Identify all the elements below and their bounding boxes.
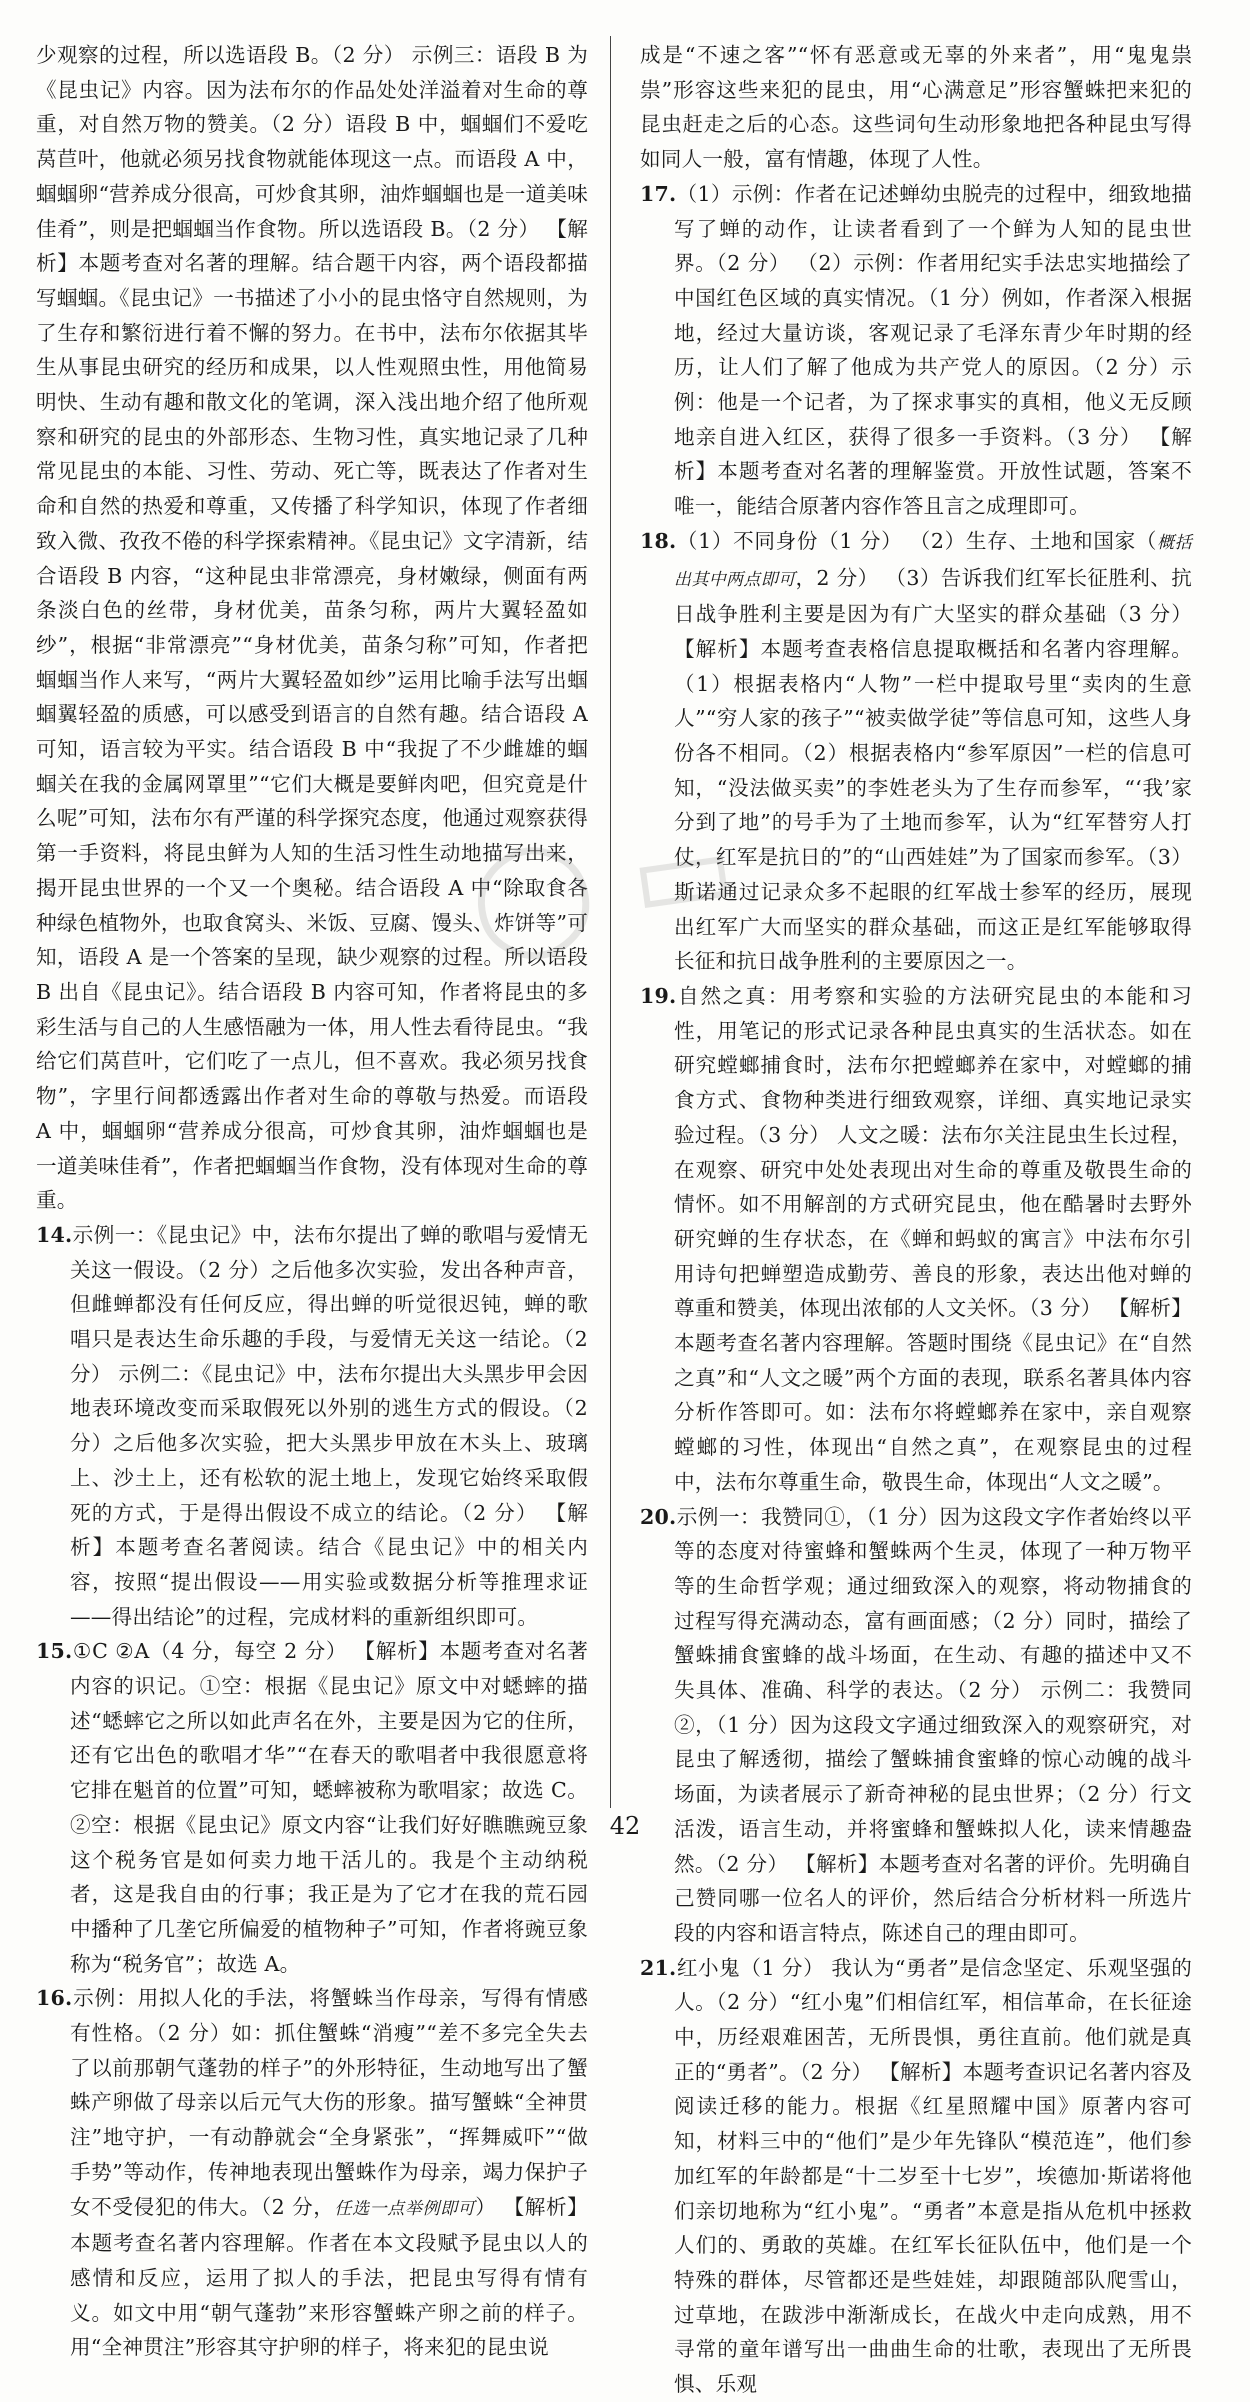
answer-text: 示例：用拟人化的手法，将蟹蛛当作母亲，写得有情感有性格。（2 分）如：抓住蟹蛛“消瘦”“差不多完全失去了以前那朝气蓬勃的样子”的外形特征，生动地写出了蟹蛛产卵做了母亲以后元气大伤的形象。描写蟹蛛“全神贯注”地守护，一有动静就会“全身紧张”，“挥舞威吓”“做手势”等动作，传神地表现出蟹蛛作为母亲，竭力保护子女不受侵犯的伟大。（2 分， [70,1986,588,2219]
column-divider [610,36,611,1808]
page-number: 42 [609,1812,641,1840]
continued-answer-13: 少观察的过程，所以选语段 B。（2 分） 示例三：语段 B 为《昆虫记》内容。因为法布尔的作品处处洋溢着对生命的尊重，对自然万物的赞美。（2 分）语段 B 中，蝈蝈们不爱吃莴苣叶，他就必须另找食物就能体现这一点。而语段 A 中，蝈蝈卵“营养成分很高，可炒食其卵，油炸蝈蝈也是一道美味佳肴”，则是把蝈蝈当作食物。所以选语段 B。（2 分） 【解析】本题考查对名著的理解。结合题干内容，两个语段都描写蝈蝈。《昆虫记》一书描述了小小的昆虫恪守自然规则，为了生存和繁衍进行着不懈的努力。在书中，法布尔依据其毕生从事昆虫研究的经历和成果，以人性观照虫性，用他简易明快、生动有趣和散文化的笔调，深入浅出地介绍了他所观察和研究的昆虫的外部形态、生物习性，真实地记录了几种常见昆虫的本能、习性、劳动、死亡等，既表达了作者对生命和自然的热爱和尊重，又传播了科学知识，体现了作者细致入微、孜孜不倦的科学探索精神。《昆虫记》文字清新，结合语段 B 内容，“这种昆虫非常漂亮，身材嫩绿，侧面有两条淡白色的丝带，身材优美，苗条匀称，两片大翼轻盈如纱”，根据“非常漂亮”“身材优美，苗条匀称”可知，作者把蝈蝈当作人来写，“两片大翼轻盈如纱”运用比喻手法写出蝈蝈翼轻盈的质感，可以感受到语言的自然有趣。结合语段 A 可知，语言较为平实。结合语段 B 中“我捉了不少雌雄的蝈蝈关在我的金属网罩里”“它们大概是要鲜肉吧，但究竟是什么呢”可知，法布尔有严谨的科学探究态度，他通过观察获得第一手资料，将昆虫鲜为人知的生活习性生动地描写出来，揭开昆虫世界的一个又一个奥秘。结合语段 A 中“除取食各种绿色植物外，也取食窝头、米饭、豆腐、馒头、炸饼等”可知，语段 A 是一个答案的呈现，缺少观察的过程。所以语段 B 出自《昆虫记》。结合语段 B 内容可知，作者将昆虫的多彩生活与自己的人生感悟融为一体，用人性去看待昆虫。“我给它们莴苣叶，它们吃了一点儿，但不喜欢。我必须另找食物”，字里行间都透露出作者对生命的尊敬与热爱。而语段 A 中，蝈蝈卵“营养成分很高，可炒食其卵，油炸蝈蝈也是一道美味佳肴”，作者把蝈蝈当作食物，没有体现对生命的尊重。 [36,43,588,1213]
question-number: 15. [36,1639,73,1664]
answer-16 [36,1981,588,2365]
question-number: 17. [640,181,677,206]
question-number: 21. [640,1955,677,1980]
right-column [640,38,1192,2402]
answer-text: （1）示例：作者在记述蝉幼虫脱壳的过程中，细致地描写了蝉的动作，让读者看到了一个鲜为人知的昆虫世界。（2 分） （2）示例：作者用纪实手法忠实地描绘了中国红色区域的真实情况。（1 分）例如，作者深入根据地，经过大量访谈，客观记录了毛泽东青少年时期的经历，让人们了解了他成为共产党人的原因。（2 分）示例：他是一个记者，为了探求事实的真相，他义无反顾地亲自进入红区，获得了很多一手资料。（3 分） 【解析】本题考查对名著的理解鉴赏。开放性试题，答案不唯一，能结合原著内容作答且言之成理即可。 [674,181,1192,519]
answer-19 [640,979,1192,1500]
answer-text: 红小鬼（1 分） 我认为“勇者”是信念坚定、乐观坚强的人。（2 分）“红小鬼”们相信红军，相信革命，在长征途中，历经艰难困苦，无所畏惧，勇往直前。他们就是真正的“勇者”。（2 分） 【解析】本题考查识记名著内容及阅读迁移的能力。根据《红星照耀中国》原著内容可知，材料三中的“他们”是少年先锋队“模范连”，他们参加红军的年龄都是“十二岁至十七岁”，埃德加·斯诺将他们亲切地称为“红小鬼”。“勇者”本意是指从危机中拯救人们的、勇敢的英雄。在红军长征队伍中，他们是一个特殊的群体，尽管都还是些娃娃，却跟随部队爬雪山，过草地，在跋涉中渐渐成长，在战火中走向成熟，用不寻常的童年谱写出一曲曲生命的壮歌，表现出了无所畏惧、乐观 [674,1955,1192,2397]
answer-14 [36,1218,588,1634]
question-number: 18. [640,528,677,553]
answer-17 [640,177,1192,524]
answer-text: 示例一：《昆虫记》中，法布尔提出了蝉的歌唱与爱情无关这一假设。（2 分）之后他多次实验，发出各种声音，但雌蝉都没有任何反应，得出蝉的听觉很迟钝，蝉的歌唱只是表达生命乐趣的手段，与爱情无关这一结论。（2 分） 示例二：《昆虫记》中，法布尔提出大头黑步甲会因地表环境改变而采取假死以外别的逃生方式的假设。（2 分）之后他多次实验，把大头黑步甲放在木头上、玻璃上、沙土上，还有松软的泥土地上，发现它始终采取假死的方式，于是得出假设不成立的结论。（2 分） 【解析】本题考查名著阅读。结合《昆虫记》中的相关内容，按照“提出假设——用实验或数据分析等推理求证——得出结论”的过程，完成材料的重新组织即可。 [70,1222,588,1629]
question-number: 16. [36,1986,73,2011]
answer-text: 自然之真：用考察和实验的方法研究昆虫的本能和习性，用笔记的形式记录各种昆虫真实的生活状态。如在研究螳螂捕食时，法布尔把螳螂养在家中，对螳螂的捕食方式、食物种类进行细致观察，详细、真实地记录实验过程。（3 分） 人文之暖：法布尔关注昆虫生长过程，在观察、研究中处处表现出对生命的尊重及敬畏生命的情怀。如不用解剖的方式研究昆虫，他在酷暑时去野外研究蝉的生存状态，在《蝉和蚂蚁的寓言》中法布尔引用诗句把蝉塑造成勤劳、善良的形象，表达出他对蝉的尊重和赞美，体现出浓郁的人文关怀。（3 分） 【解析】本题考查名著内容理解。答题时围绕《昆虫记》在“自然之真”和“人文之暖”两个方面的表现，联系名著具体内容分析作答即可。如：法布尔将螳螂养在家中，亲自观察螳螂的习性，体现出“自然之真”，在观察昆虫的过程中，法布尔尊重生命，敬畏生命，体现出“人文之暖”。 [674,983,1192,1494]
answer-text: ①C ②A（4 分，每空 2 分） 【解析】本题考查对名著内容的识记。①空：根据《昆虫记》原文中对蟋蟀的描述“蟋蟀它之所以如此声名在外，主要是因为它的住所，还有它出色的歌唱才华”“在春天的歌唱者中我很愿意将它排在魁首的位置”可知，蟋蟀被称为歌唱家；故选 C。②空：根据《昆虫记》原文内容“让我们好好瞧瞧豌豆象这个税务官是如何卖力地干活儿的。我是个主动纳税者，这是我自由的行事；我正是为了它才在我的荒石园中播种了几垄它所偏爱的植物种子”可知，作者将豌豆象称为“税务官”；故选 A。 [70,1639,588,1976]
scoring-note: 任选一点举例即可 [334,2198,476,2219]
left-column [36,38,588,2365]
answer-18 [640,524,1192,979]
question-number: 19. [640,983,677,1008]
question-number: 20. [640,1504,677,1529]
question-number: 14. [36,1222,73,1247]
answer-20 [640,1500,1192,1951]
watermark-graphic: ◯ ▭ [462,802,743,966]
scoring-note: 概括出其中两点即可 [674,532,1192,590]
answer-text: （1）不同身份（1 分） （2）生存、土地和国家（ [676,528,1158,553]
answer-21 [640,1951,1192,2402]
answer-15 [36,1634,588,1981]
answer-text: ，2 分） （3）告诉我们红军长征胜利、抗日战争胜利主要是因为有广大坚实的群众基础（3 分） 【解析】本题考查表格信息提取概括和名著内容理解。（1）根据表格内“人物”一栏中提取号里“卖肉的生意人”“穷人家的孩子”“被卖做学徒”等信息可知，这些人身份各不相同。（2）根据表格内“参军原因”一栏的信息可知，“没法做买卖”的李姓老头为了生存而参军，“‘我’家分到了地”的号手为了土地而参军，认为“红军替穷人打仗，红军是抗日的”的“山西娃娃”为了国家而参军。（3）斯诺通过记录众多不起眼的红军战士参军的经历，展现出红军广大而坚实的群众基础，而这正是红军能够取得长征和抗日战争胜利的主要原因之一。 [674,565,1192,974]
continued-answer-16: 成是“不速之客”“怀有恶意或无辜的外来者”，用“鬼鬼祟祟”形容这些来犯的昆虫，用“心满意足”形容蟹蛛把来犯的昆虫赶走之后的心态。这些词句生动形象地把各种昆虫写得如同人一般，富有情趣，体现了人性。 [640,43,1192,172]
answer-text: 示例一：我赞同①，（1 分）因为这段文字作者始终以平等的态度对待蜜蜂和蟹蛛两个生灵，体现了一种万物平等的生命哲学观；通过细致深入的观察，将动物捕食的过程写得充满动态，富有画面感；（2 分）同时，描绘了蟹蛛捕食蜜蜂的战斗场面，在生动、有趣的描述中又不失具体、准确、科学的表达。（2 分） 示例二：我赞同②，（1 分）因为这段文字通过细致深入的观察研究，对昆虫了解透彻，描绘了蟹蛛捕食蜜蜂的惊心动魄的战斗场面，为读者展示了新奇神秘的昆虫世界；（2 分）行文活泼，语言生动，并将蜜蜂和蟹蛛拟人化，读来情趣盎然。（2 分） 【解析】本题考查对名著的评价。先明确自己赞同哪一位名人的评价，然后结合分析材料一所选片段的内容和语言特点，陈述自己的理由即可。 [674,1504,1192,1945]
answer-text: ） 【解析】本题考查名著内容理解。作者在本文段赋予昆虫以人的感情和反应，运用了拟人的手法，把昆虫写得有情有义。如文中用“朝气蓬勃”来形容蟹蛛产卵之前的样子。用“全神贯注”形容其守护卵的样子，将来犯的昆虫说 [70,2194,588,2360]
